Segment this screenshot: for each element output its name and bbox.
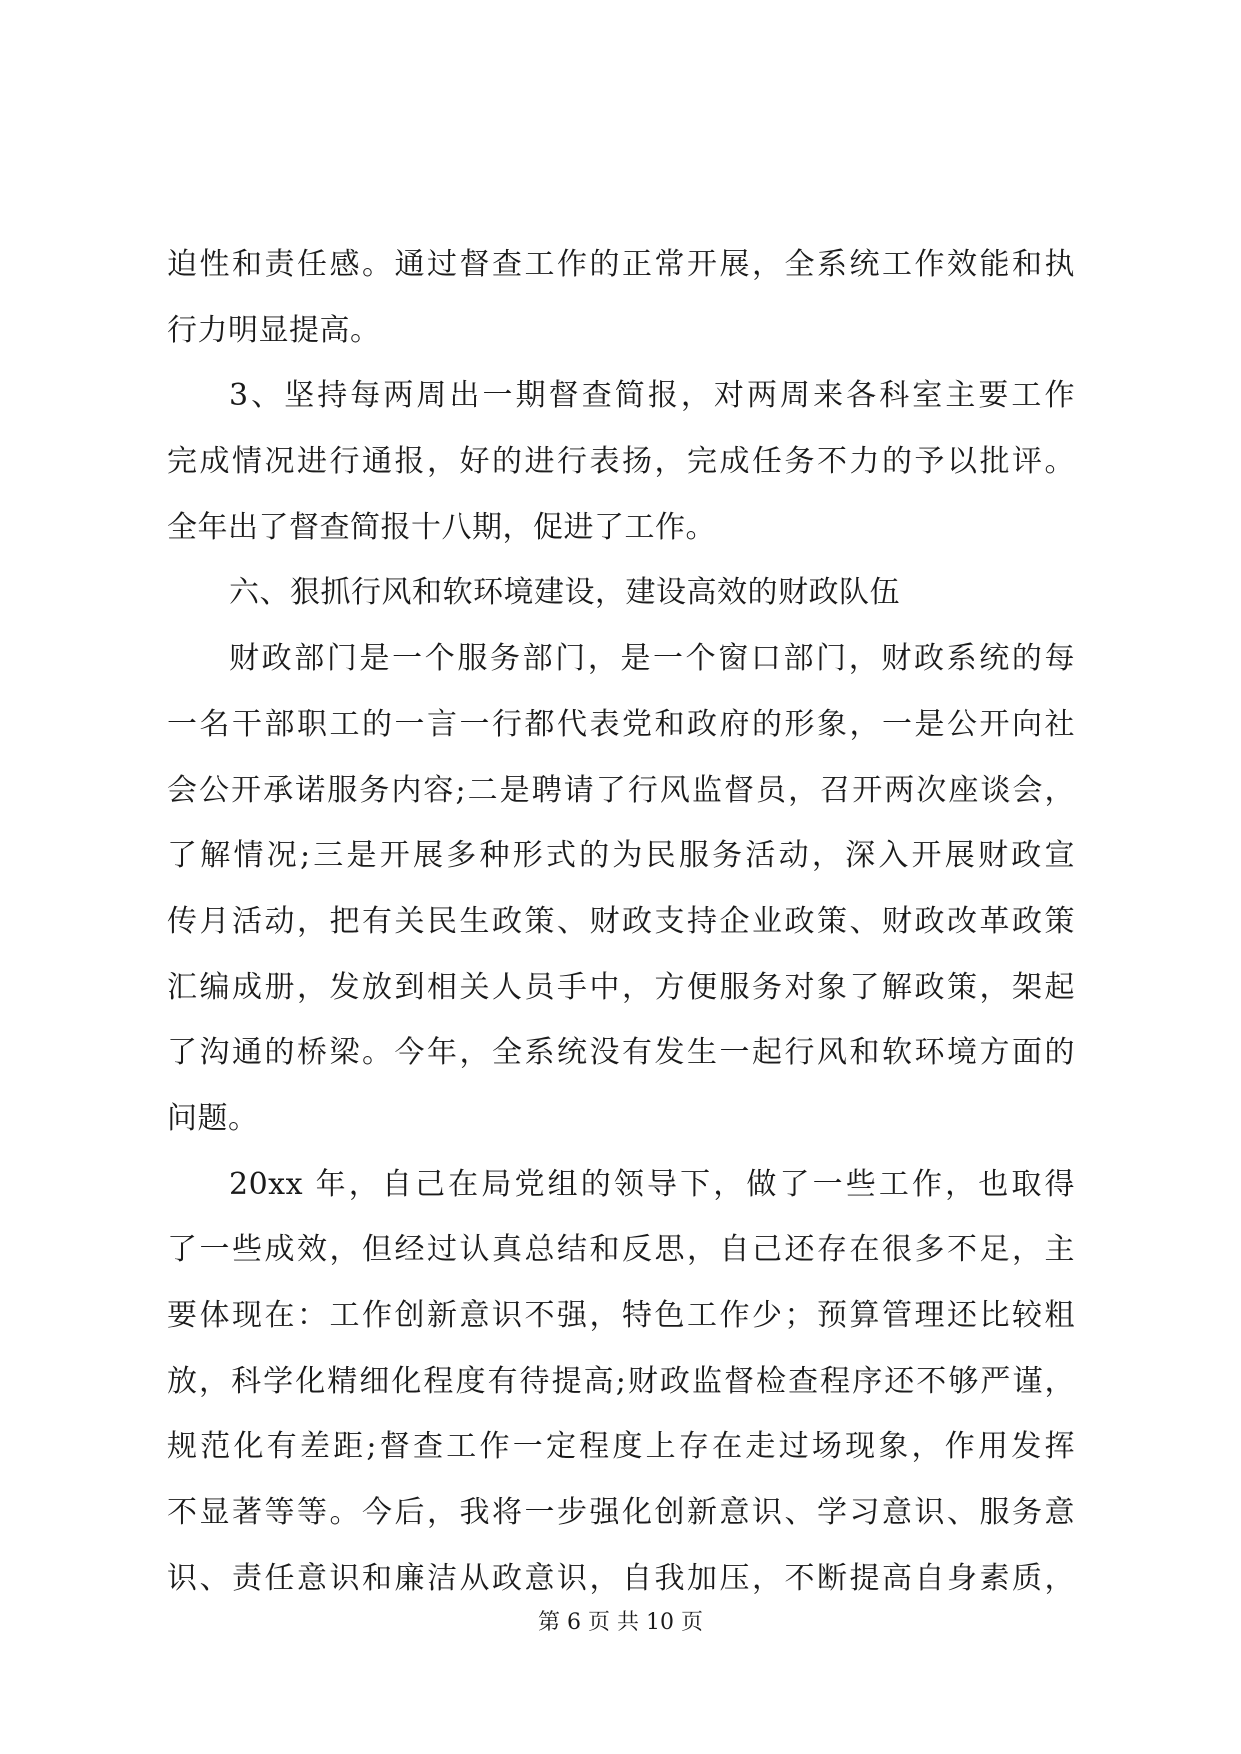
text-line: 迫性和责任感。通过督查工作的正常开展，全系统工作效能和执 bbox=[167, 247, 1075, 282]
text-line: 汇编成册，发放到相关人员手中，方便服务对象了解政策，架起 bbox=[167, 969, 1075, 1005]
text-line: 行力明显提高。 bbox=[167, 312, 381, 348]
text-line: 完成情况进行通报，好的进行表扬，完成任务不力的予以批评。 bbox=[167, 444, 1075, 480]
text-line: 传月活动，把有关民生政策、财政支持企业政策、财政改革政策 bbox=[167, 903, 1075, 939]
text-line: 了解情况;三是开展多种形式的为民服务活动，深入开展财政宣 bbox=[167, 838, 1075, 874]
text-line: 了沟通的桥梁。今年，全系统没有发生一起行风和软环境方面的 bbox=[167, 1035, 1075, 1071]
text-line: 20xx 年，自己在局党组的领导下，做了一些工作，也取得 bbox=[229, 1166, 1075, 1202]
text-line: 要体现在：工作创新意识不强，特色工作少；预算管理还比较粗 bbox=[167, 1298, 1075, 1333]
text-line: 了一些成效，但经过认真总结和反思，自己还存在很多不足，主 bbox=[167, 1232, 1075, 1268]
text-line: 会公开承诺服务内容;二是聘请了行风监督员，召开两次座谈会， bbox=[167, 772, 1075, 808]
text-line: 财政部门是一个服务部门，是一个窗口部门，财政系统的每 bbox=[229, 641, 1075, 677]
document-body bbox=[167, 232, 1075, 1611]
text-line: 规范化有差距;督查工作一定程度上存在走过场现象，作用发挥 bbox=[167, 1429, 1075, 1465]
text-line: 放，科学化精细化程度有待提高;财政监督检查程序还不够严谨， bbox=[167, 1363, 1075, 1399]
text-line: 3、坚持每两周出一期督查简报，对两周来各科室主要工作 bbox=[229, 378, 1075, 414]
text-line: 不显著等等。今后，我将一步强化创新意识、学习意识、服务意 bbox=[167, 1495, 1075, 1531]
text-line: 问题。 bbox=[167, 1100, 259, 1136]
text-line: 一名干部职工的一言一行都代表党和政府的形象，一是公开向社 bbox=[167, 706, 1075, 742]
page-footer: 第 6 页 共 10 页 bbox=[538, 1610, 703, 1635]
text-line: 六、狠抓行风和软环境建设，建设高效的财政队伍 bbox=[229, 575, 900, 611]
text-line: 识、责任意识和廉洁从政意识，自我加压，不断提高自身素质， bbox=[167, 1560, 1075, 1596]
text-line: 全年出了督查简报十八期，促进了工作。 bbox=[167, 509, 716, 545]
